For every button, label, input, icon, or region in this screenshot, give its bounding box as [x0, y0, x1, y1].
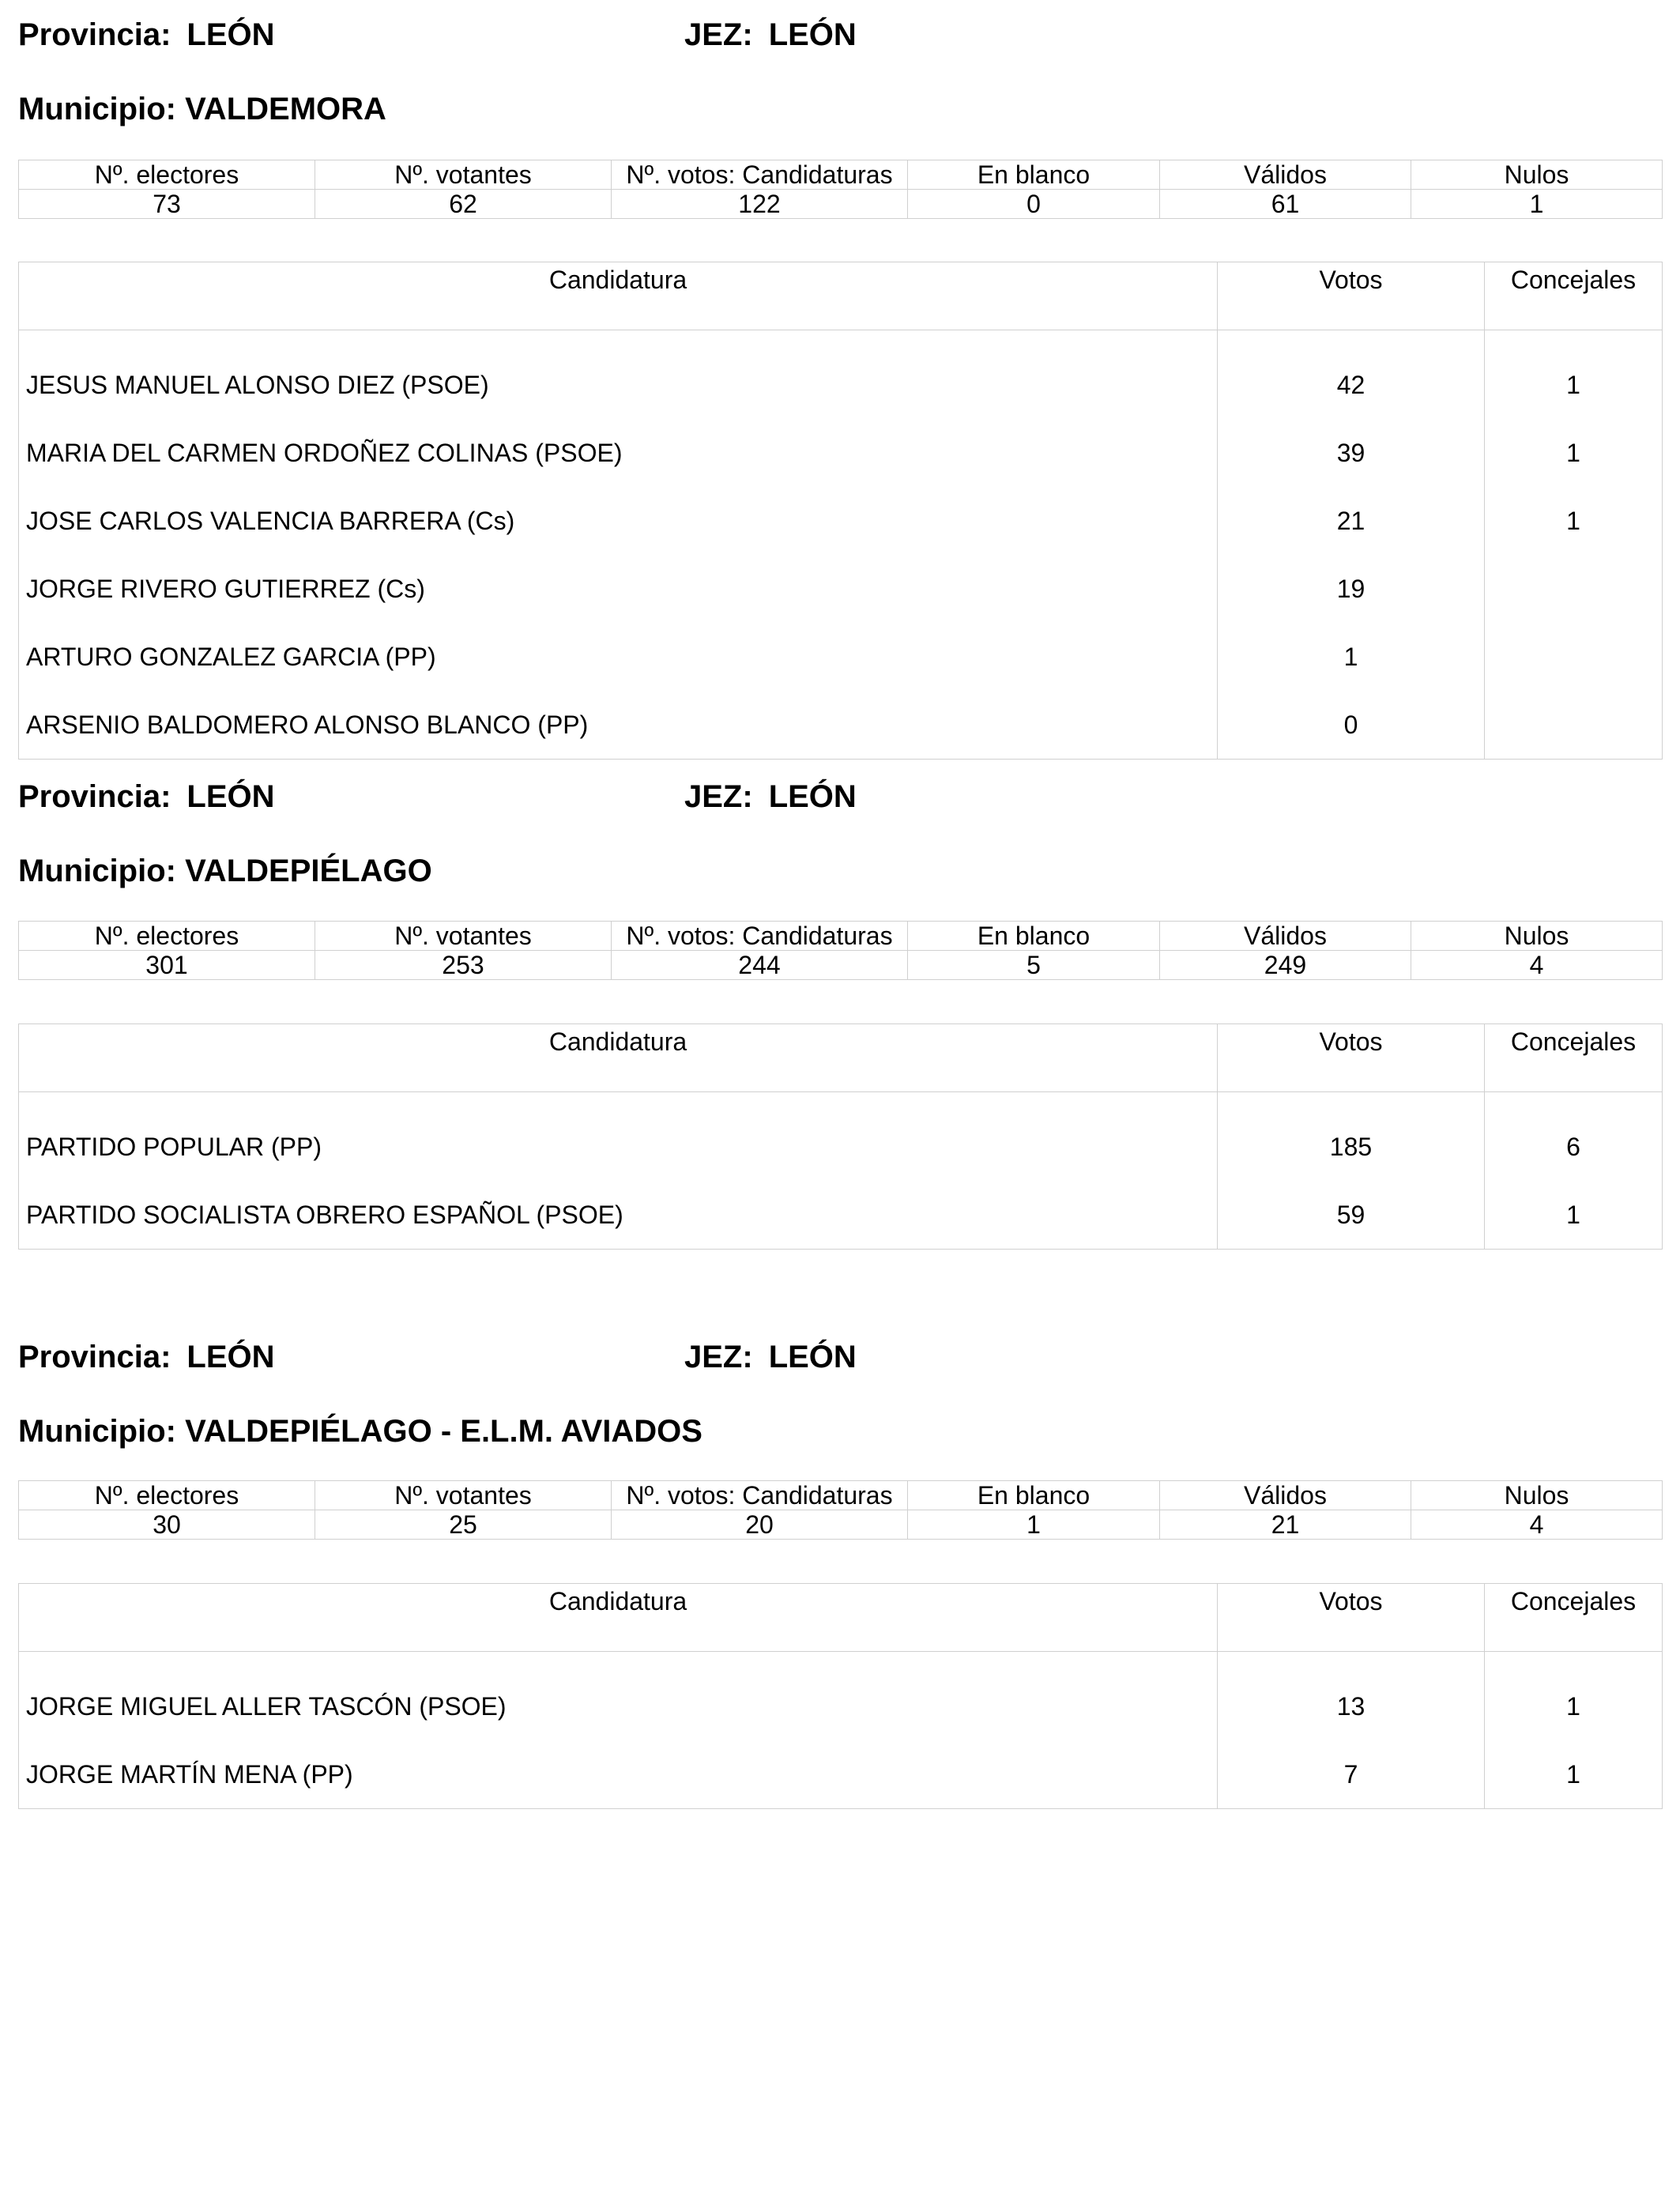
candidaturas-header-row — [19, 1584, 1663, 1652]
municipio-label: Municipio: — [18, 854, 176, 888]
provincia-value: LEÓN — [186, 779, 275, 814]
candidato-nombre: JORGE RIVERO GUTIERREZ (Cs) — [19, 555, 1218, 623]
provincia-value: LEÓN — [186, 17, 275, 52]
stats-value-electores: 73 — [19, 190, 315, 219]
stats-table — [18, 921, 1663, 980]
stats-header-electores: Nº. electores — [19, 922, 315, 951]
stats-value-votos-candidaturas: 122 — [612, 190, 908, 219]
header-votos: Votos — [1218, 262, 1485, 330]
provincia-line — [18, 1338, 275, 1376]
candidato-concejales: 1 — [1485, 1652, 1663, 1741]
candidato-nombre: JESUS MANUEL ALONSO DIEZ (PSOE) — [19, 330, 1218, 420]
header-concejales: Concejales — [1485, 1024, 1663, 1092]
candidato-concejales: 1 — [1485, 330, 1663, 420]
stats-value-validos: 249 — [1160, 951, 1411, 980]
candidato-concejales: 1 — [1485, 1181, 1663, 1250]
header-votos: Votos — [1218, 1024, 1485, 1092]
stats-table — [18, 160, 1663, 219]
candidato-nombre: JOSE CARLOS VALENCIA BARRERA (Cs) — [19, 487, 1218, 555]
table-row — [19, 487, 1663, 555]
candidato-concejales — [1485, 691, 1663, 760]
header-concejales: Concejales — [1485, 262, 1663, 330]
jez-value: LEÓN — [768, 17, 857, 52]
stats-header-nulos: Nulos — [1411, 160, 1663, 190]
provincia-label: Provincia: — [18, 17, 171, 52]
header-candidatura: Candidatura — [19, 1024, 1218, 1092]
provincia-label: Provincia: — [18, 779, 171, 814]
table-row — [19, 1652, 1663, 1741]
stats-value-row — [19, 1510, 1663, 1540]
stats-header-en-blanco: En blanco — [908, 1481, 1160, 1510]
municipio-value: VALDEPIÉLAGO — [185, 854, 432, 888]
stats-header-votos-candidaturas: Nº. votos: Candidaturas — [612, 922, 908, 951]
stats-value-votantes: 62 — [315, 190, 612, 219]
municipio-line — [18, 852, 432, 890]
stats-header-votos-candidaturas: Nº. votos: Candidaturas — [612, 1481, 908, 1510]
candidato-votos: 185 — [1218, 1092, 1485, 1182]
provincia-line — [18, 16, 275, 54]
header-votos: Votos — [1218, 1584, 1485, 1652]
candidato-concejales: 1 — [1485, 1740, 1663, 1809]
candidato-votos: 0 — [1218, 691, 1485, 760]
stats-header-nulos: Nulos — [1411, 922, 1663, 951]
provincia-line — [18, 778, 275, 816]
stats-value-row — [19, 951, 1663, 980]
candidato-concejales: 6 — [1485, 1092, 1663, 1182]
stats-value-nulos: 4 — [1411, 951, 1663, 980]
stats-header-validos: Válidos — [1160, 1481, 1411, 1510]
candidato-concejales: 1 — [1485, 419, 1663, 487]
stats-header-validos: Válidos — [1160, 922, 1411, 951]
stats-header-row — [19, 1481, 1663, 1510]
candidaturas-header-row — [19, 262, 1663, 330]
stats-table — [18, 1480, 1663, 1540]
provincia-label: Provincia: — [18, 1340, 171, 1374]
stats-header-electores: Nº. electores — [19, 1481, 315, 1510]
candidato-votos: 13 — [1218, 1652, 1485, 1741]
table-row — [19, 1092, 1663, 1182]
candidato-votos: 1 — [1218, 623, 1485, 691]
candidaturas-header-row — [19, 1024, 1663, 1092]
stats-header-votos-candidaturas: Nº. votos: Candidaturas — [612, 160, 908, 190]
jez-label: JEZ: — [684, 17, 753, 52]
table-row — [19, 691, 1663, 760]
municipio-line — [18, 90, 386, 128]
stats-value-votantes: 253 — [315, 951, 612, 980]
candidato-concejales — [1485, 623, 1663, 691]
jez-line — [684, 1338, 857, 1376]
stats-header-en-blanco: En blanco — [908, 922, 1160, 951]
stats-header-row — [19, 922, 1663, 951]
stats-value-row — [19, 190, 1663, 219]
table-row — [19, 419, 1663, 487]
candidaturas-table — [18, 1583, 1663, 1809]
jez-value: LEÓN — [768, 779, 857, 814]
candidaturas-table — [18, 262, 1663, 760]
candidato-concejales — [1485, 555, 1663, 623]
municipio-label: Municipio: — [18, 92, 176, 126]
jez-line — [684, 16, 857, 54]
jez-line — [684, 778, 857, 816]
stats-header-votantes: Nº. votantes — [315, 922, 612, 951]
municipio-value: VALDEPIÉLAGO - E.L.M. AVIADOS — [185, 1414, 703, 1449]
candidato-nombre: MARIA DEL CARMEN ORDOÑEZ COLINAS (PSOE) — [19, 419, 1218, 487]
table-row — [19, 330, 1663, 420]
stats-value-validos: 21 — [1160, 1510, 1411, 1540]
stats-value-electores: 301 — [19, 951, 315, 980]
jez-label: JEZ: — [684, 1340, 753, 1374]
candidato-nombre: ARTURO GONZALEZ GARCIA (PP) — [19, 623, 1218, 691]
candidato-nombre: JORGE MARTÍN MENA (PP) — [19, 1740, 1218, 1809]
municipio-label: Municipio: — [18, 1414, 176, 1449]
candidato-nombre: PARTIDO POPULAR (PP) — [19, 1092, 1218, 1182]
stats-value-electores: 30 — [19, 1510, 315, 1540]
candidato-nombre: JORGE MIGUEL ALLER TASCÓN (PSOE) — [19, 1652, 1218, 1741]
candidato-votos: 42 — [1218, 330, 1485, 420]
table-row — [19, 1740, 1663, 1809]
stats-header-nulos: Nulos — [1411, 1481, 1663, 1510]
stats-header-row — [19, 160, 1663, 190]
stats-header-votantes: Nº. votantes — [315, 160, 612, 190]
stats-value-nulos: 4 — [1411, 1510, 1663, 1540]
candidato-nombre: ARSENIO BALDOMERO ALONSO BLANCO (PP) — [19, 691, 1218, 760]
stats-value-en-blanco: 0 — [908, 190, 1160, 219]
stats-header-votantes: Nº. votantes — [315, 1481, 612, 1510]
candidato-votos: 19 — [1218, 555, 1485, 623]
stats-header-validos: Válidos — [1160, 160, 1411, 190]
stats-value-en-blanco: 1 — [908, 1510, 1160, 1540]
jez-label: JEZ: — [684, 779, 753, 814]
stats-value-votantes: 25 — [315, 1510, 612, 1540]
candidato-votos: 39 — [1218, 419, 1485, 487]
stats-header-electores: Nº. electores — [19, 160, 315, 190]
provincia-value: LEÓN — [186, 1340, 275, 1374]
header-candidatura: Candidatura — [19, 1584, 1218, 1652]
table-row — [19, 555, 1663, 623]
candidato-votos: 21 — [1218, 487, 1485, 555]
stats-value-nulos: 1 — [1411, 190, 1663, 219]
jez-value: LEÓN — [768, 1340, 857, 1374]
stats-value-votos-candidaturas: 244 — [612, 951, 908, 980]
municipio-line — [18, 1412, 703, 1450]
candidato-concejales: 1 — [1485, 487, 1663, 555]
candidato-nombre: PARTIDO SOCIALISTA OBRERO ESPAÑOL (PSOE) — [19, 1181, 1218, 1250]
table-row — [19, 1181, 1663, 1250]
table-row — [19, 623, 1663, 691]
stats-value-votos-candidaturas: 20 — [612, 1510, 908, 1540]
stats-value-validos: 61 — [1160, 190, 1411, 219]
header-concejales: Concejales — [1485, 1584, 1663, 1652]
candidato-votos: 7 — [1218, 1740, 1485, 1809]
header-candidatura: Candidatura — [19, 262, 1218, 330]
candidaturas-table — [18, 1023, 1663, 1250]
municipio-value: VALDEMORA — [185, 92, 386, 126]
stats-value-en-blanco: 5 — [908, 951, 1160, 980]
stats-header-en-blanco: En blanco — [908, 160, 1160, 190]
candidato-votos: 59 — [1218, 1181, 1485, 1250]
